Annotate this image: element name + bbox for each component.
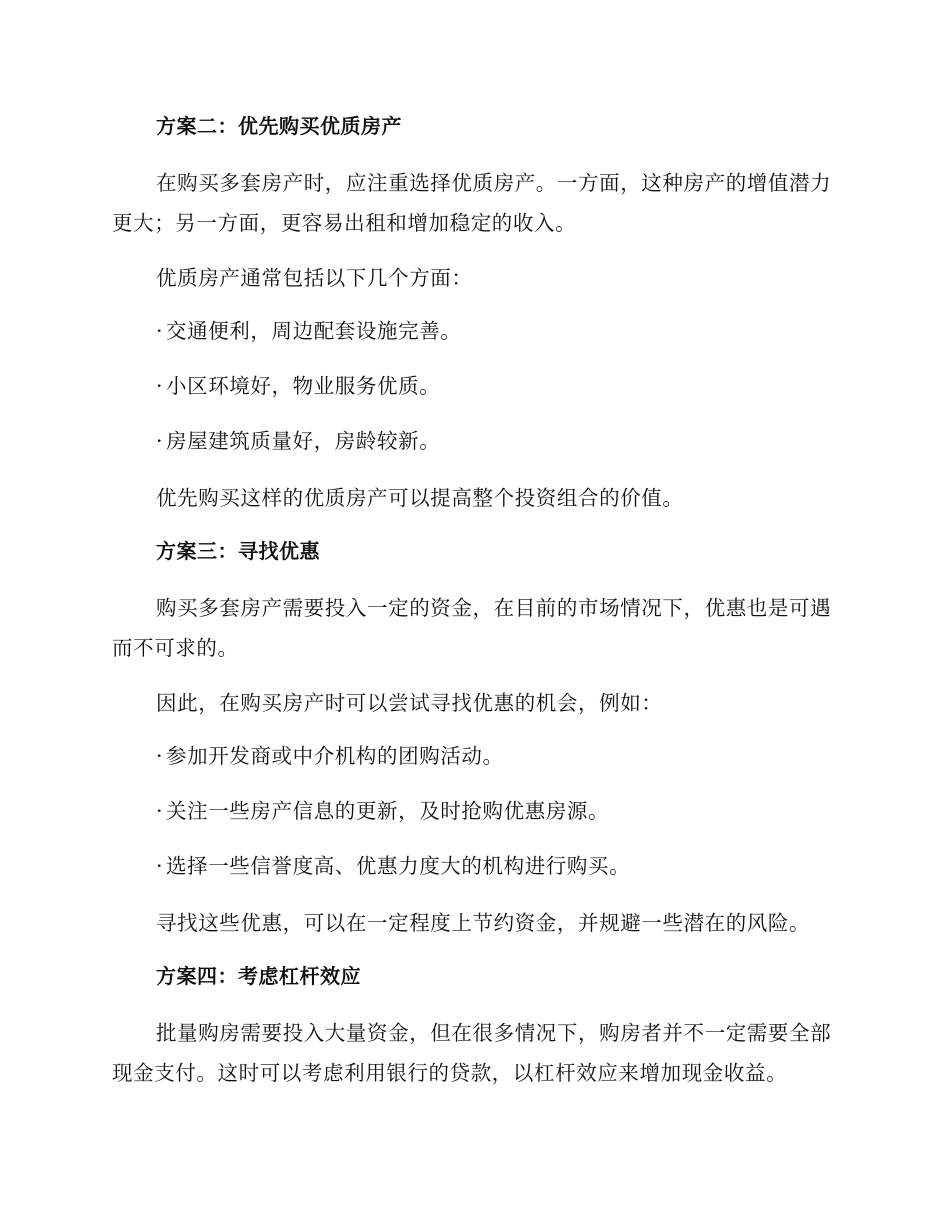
list-item-text: 选择一些信誉度高、优惠力度大的机构进行购买。 — [166, 854, 631, 878]
paragraph-conclusion: 优先购买这样的优质房产可以提高整个投资组合的价值。 — [156, 486, 684, 510]
paragraph-lead: 优质房产通常包括以下几个方面： — [156, 266, 473, 290]
list-item — [112, 848, 834, 884]
section-heading: 方案四：考虑杠杆效应 — [156, 964, 361, 988]
paragraph-lead: 因此，在购买房产时可以尝试寻找优惠的机会，例如： — [156, 691, 663, 715]
list-item-text: 小区环境好，物业服务优质。 — [166, 374, 441, 398]
bullet-marker: · — [156, 854, 164, 878]
section-heading: 方案三：寻找优惠 — [156, 539, 320, 563]
list-item-text: 交通便利，周边配套设施完善。 — [166, 319, 462, 343]
list-item — [112, 368, 834, 404]
section-heading: 方案二：优先购买优质房产 — [156, 114, 402, 138]
bullet-marker: · — [156, 374, 164, 398]
list-item — [112, 793, 834, 829]
paragraph-intro: 购买多套房产需要投入一定的资金，在目前的市场情况下，优惠也是可遇而不可求的。 — [112, 596, 832, 660]
document-page — [112, 108, 834, 1108]
bullet-marker: · — [156, 744, 164, 768]
list-item — [112, 423, 834, 459]
list-item-text: 关注一些房产信息的更新，及时抢购优惠房源。 — [166, 799, 610, 823]
paragraph-intro: 批量购房需要投入大量资金，但在很多情况下，购房者并不一定需要全部现金支付。这时可以考虑利用银行的贷款，以杠杆效应来增加现金收益。 — [112, 1021, 832, 1085]
list-item — [112, 313, 834, 349]
section-plan-two — [112, 108, 834, 518]
list-item — [112, 738, 834, 774]
paragraph-conclusion: 寻找这些优惠，可以在一定程度上节约资金，并规避一些潜在的风险。 — [156, 911, 811, 935]
section-plan-three — [112, 533, 834, 943]
bullet-marker: · — [156, 429, 164, 453]
bullet-marker: · — [156, 799, 164, 823]
list-item-text: 参加开发商或中介机构的团购活动。 — [166, 744, 504, 768]
paragraph-intro: 在购买多套房产时，应注重选择优质房产。一方面，这种房产的增值潜力更大；另一方面，更容易出租和增加稳定的收入。 — [112, 171, 832, 235]
bullet-marker: · — [156, 319, 164, 343]
section-plan-four — [112, 958, 834, 1093]
list-item-text: 房屋建筑质量好，房龄较新。 — [166, 429, 441, 453]
